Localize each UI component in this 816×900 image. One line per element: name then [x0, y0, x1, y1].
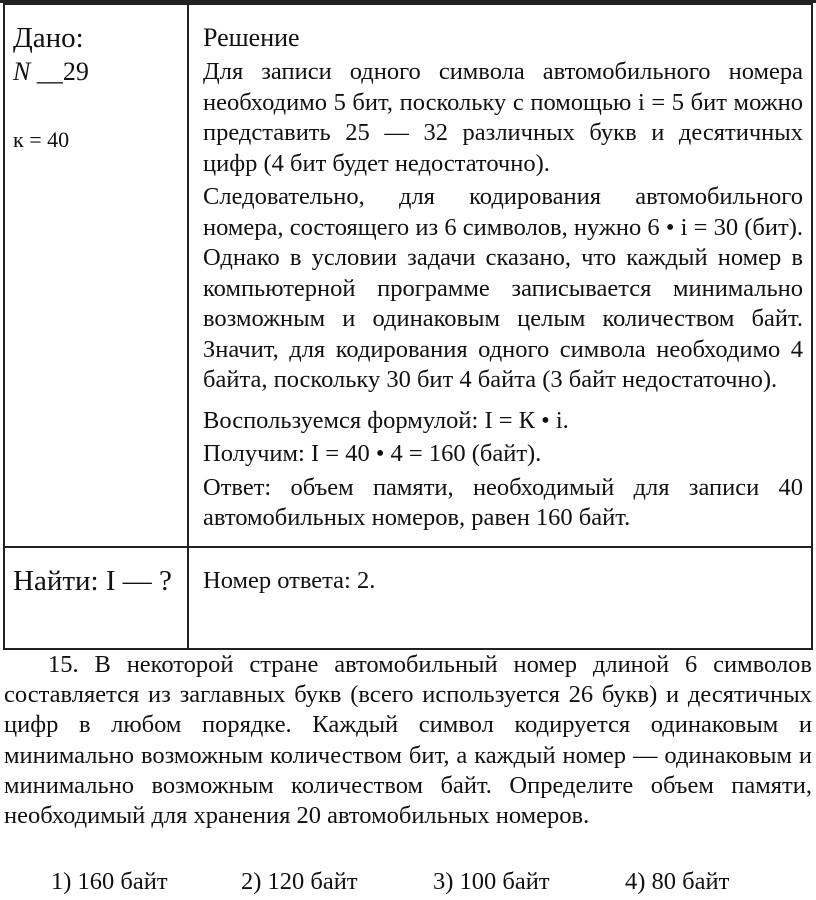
- answer-options: [51, 867, 811, 897]
- n-symbol: N: [13, 57, 31, 86]
- solution-paragraph: Для записи одного символа автомобильного номера необходимо 5 бит, поскольку с помощью i = 5 бит можно представить 25 — 32 различных букв и десятичных цифр (4 бит будет недостаточно).: [203, 58, 803, 177]
- find-cell: Найти: I — ?: [4, 547, 188, 649]
- solution-cell: [188, 4, 812, 547]
- table-row: [4, 4, 812, 547]
- option-1: 1) 160 байт: [51, 868, 168, 895]
- option-4: 4) 80 байт: [625, 868, 730, 895]
- given-cell: [4, 4, 188, 547]
- given-k-line: к = 40: [13, 127, 70, 152]
- table-row: [4, 547, 812, 649]
- option-2: 2) 120 байт: [241, 868, 358, 895]
- given-n-line: [13, 57, 187, 87]
- answer-number-cell: Номер ответа: 2.: [188, 547, 812, 649]
- given-title: Дано:: [13, 22, 84, 54]
- option-3: 3) 100 байт: [433, 868, 550, 895]
- solution-answer: Ответ: объем памяти, необходимый для записи 40 автомобильных номеров, равен 160 байт.: [203, 473, 803, 531]
- solution-result: Получим: I = 40 • 4 = 160 (байт).: [203, 440, 542, 467]
- n-value: __29: [30, 57, 89, 86]
- solution-title: Решение: [203, 23, 300, 52]
- solution-formula: Воспользуемся формулой: I = К • i.: [203, 406, 569, 434]
- problem-statement: 15. В некоторой стране автомобильный номер длиной 6 символов составляется из заглавных букв (всего используется 26 букв) и десятичных цифр в любом порядке. Каждый символ кодируется одинаковым и минимально возможным количеством бит, а каждый номер — одинаковым и минимально возможным количеством байт. Определите объем памяти, необходимый для хранения 20 автомобильных номеров.: [4, 651, 812, 830]
- solution-table: [3, 3, 813, 650]
- solution-paragraph: Следовательно, для кодирования автомобильного номера, состоящего из 6 символов, нужно 6 • i = 30 (бит). Однако в условии задачи сказано, что каждый номер в компьютерной программе записывается минимально возможным и одинаковым целым количеством байт. Значит, для кодирования одного символа необходимо 4 байта, поскольку 30 бит 4 байта (3 байт недостаточно).: [203, 183, 803, 393]
